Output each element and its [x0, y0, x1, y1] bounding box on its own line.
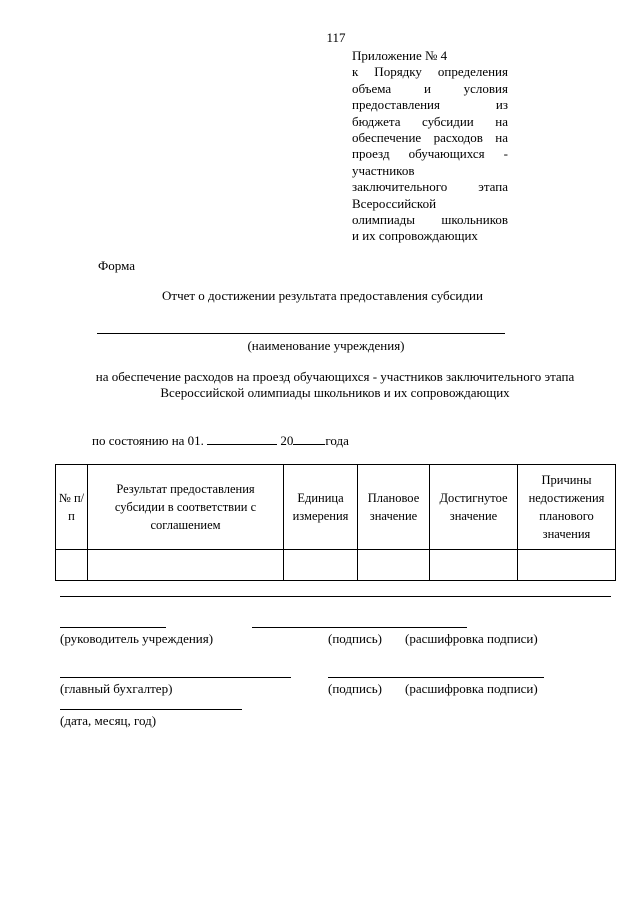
month-field[interactable] — [207, 432, 277, 445]
accountant-signature-caption: (подпись) — [328, 681, 382, 696]
date-caption: (дата, месяц, год) — [60, 713, 157, 728]
annex-block — [352, 48, 508, 245]
purpose-text — [40, 369, 630, 401]
head-decoding-caption: (расшифровка подписи) — [405, 631, 538, 646]
annex-line: проезд обучающихся - — [352, 146, 508, 162]
header-reasons: Причины недостижения планового значения — [518, 465, 616, 550]
annex-line: обеспечение расходов на — [352, 130, 508, 146]
date-line[interactable] — [60, 709, 242, 710]
annex-line: олимпиады школьников — [352, 212, 508, 228]
institution-caption: (наименование учреждения) — [247, 338, 405, 353]
head-signature-line[interactable] — [252, 627, 467, 628]
form-label: Форма — [98, 258, 135, 273]
annex-line: объема и условия — [352, 80, 508, 96]
as-of-date — [92, 432, 349, 449]
year-field[interactable] — [293, 432, 325, 445]
head-caption: (руководитель учреждения) — [60, 631, 214, 646]
accountant-signature-line[interactable] — [328, 677, 544, 678]
annex-line: участников — [352, 162, 415, 178]
head-signature-caption: (подпись) — [328, 631, 382, 646]
institution-name-field[interactable] — [97, 333, 505, 334]
report-title: Отчет о достижении результата предоставления субсидии — [162, 288, 483, 303]
purpose-line: на обеспечение расходов на проезд обучающихся - участников заключительного этапа — [95, 369, 575, 384]
header-unit: Единица измерения — [284, 465, 358, 550]
annex-line: к Порядку определения — [352, 64, 508, 80]
separator-rule — [60, 596, 611, 597]
header-result: Результат предоставления субсидии в соответствии с соглашением — [88, 465, 284, 550]
annex-line: Всероссийской — [352, 195, 437, 211]
accountant-caption: (главный бухгалтер) — [60, 681, 173, 696]
table-cell[interactable] — [56, 550, 88, 581]
table-cell[interactable] — [284, 550, 358, 581]
annex-line: заключительного этапа — [352, 179, 508, 195]
table-cell[interactable] — [358, 550, 430, 581]
accountant-decoding-caption: (расшифровка подписи) — [405, 681, 538, 696]
table-header-row — [56, 465, 616, 550]
table-cell[interactable] — [518, 550, 616, 581]
annex-line: предоставления из — [352, 97, 508, 113]
header-achieved: Достигнутое значение — [430, 465, 518, 550]
as-of-suffix: года — [325, 433, 349, 448]
annex-line: бюджета субсидии на — [352, 113, 508, 129]
annex-line: и их сопровождающих — [352, 228, 478, 244]
table-cell[interactable] — [430, 550, 518, 581]
header-planned: Плановое значение — [358, 465, 430, 550]
table-cell[interactable] — [88, 550, 284, 581]
head-name-line[interactable] — [60, 627, 166, 628]
purpose-line: Всероссийской олимпиады школьников и их сопровождающих — [160, 385, 510, 400]
accountant-name-line[interactable] — [60, 677, 291, 678]
table-row — [56, 550, 616, 581]
as-of-prefix: по состоянию на 01. — [92, 433, 204, 448]
report-table — [55, 464, 616, 581]
annex-title: Приложение № 4 — [352, 48, 448, 63]
page-number: 117 — [326, 30, 346, 45]
header-number: № п/п — [56, 465, 88, 550]
as-of-year-prefix: 20 — [280, 433, 294, 448]
